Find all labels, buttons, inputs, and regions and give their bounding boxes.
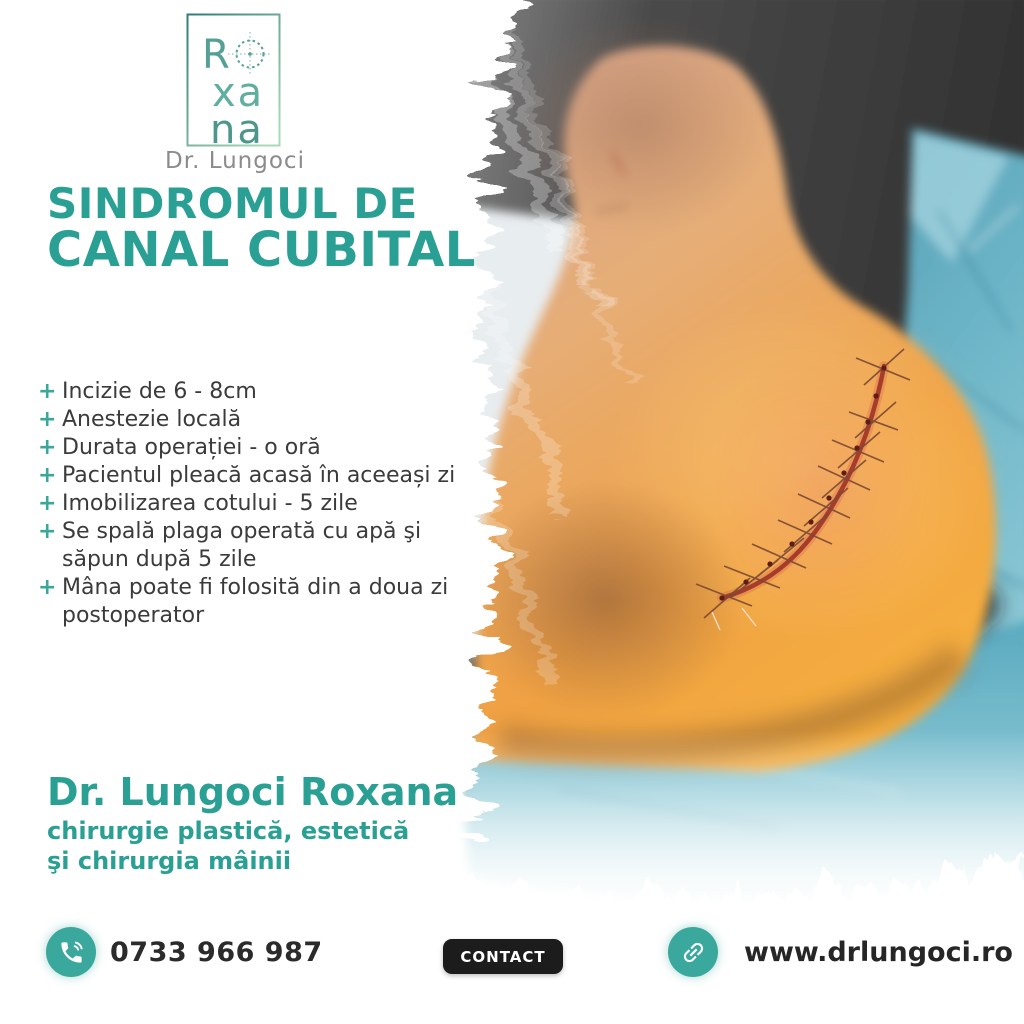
plus-bullet-icon: + (38, 575, 57, 600)
plus-bullet-icon: + (38, 519, 57, 544)
list-item-text: Imobilizarea cotului - 5 zile (62, 491, 358, 516)
list-item-text: Pacientul pleacă acasă în aceeași zi (62, 463, 456, 488)
list-item-text: Mâna poate fi folosită din a doua zi postoperator (62, 575, 449, 628)
logo-caption: Dr. Lungoci (165, 148, 305, 174)
plus-bullet-icon: + (38, 379, 57, 404)
plus-bullet-icon: + (38, 435, 57, 460)
phone-number[interactable]: 0733 966 987 (110, 937, 323, 968)
title-line1: SINDROMUL DE (47, 179, 418, 228)
plus-bullet-icon: + (38, 463, 57, 488)
doctor-name: Dr. Lungoci Roxana (47, 770, 459, 814)
title-line2: CANAL CUBITAL (47, 221, 476, 278)
phone-icon (46, 927, 96, 977)
logo-row1: R (202, 32, 232, 78)
logo-row3: na (210, 107, 264, 153)
website-link[interactable]: www.drlungoci.ro (744, 937, 1013, 968)
list-item-text: Incizie de 6 - 8cm (62, 379, 257, 404)
doctor-specialty: chirurgie plastică, estetică şi chirurgia mâinii (47, 817, 410, 875)
list-item-text: Se spală plaga operată cu apă şi săpun după 5 zile (62, 519, 422, 572)
list-item-text: Anestezie locală (62, 407, 242, 432)
plus-bullet-icon: + (38, 491, 57, 516)
link-icon (668, 927, 718, 977)
contact-button[interactable]: CONTACT (443, 939, 563, 974)
plus-bullet-icon: + (38, 407, 57, 432)
list-item-text: Durata operației - o oră (62, 435, 321, 460)
logo-row2: xa (212, 70, 265, 116)
